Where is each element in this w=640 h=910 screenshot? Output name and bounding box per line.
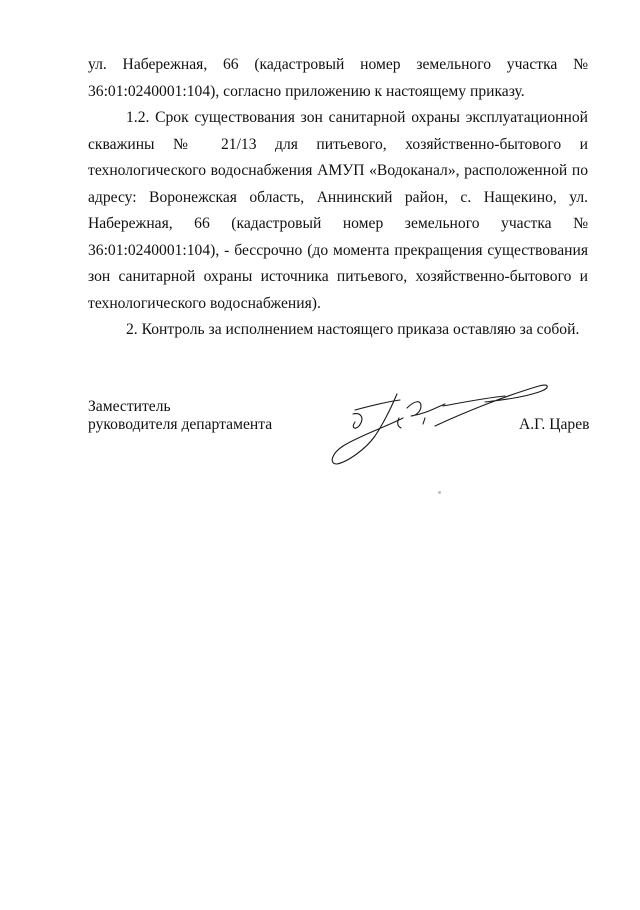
paragraph-address-continuation: ул. Набережная, 66 (кадастровый номер земельного участка № 36:01:0240001:104), согласно приложению к настоящему приказу.	[88, 56, 588, 100]
signatory-title-line2: руководителя департамента	[88, 416, 273, 433]
paragraph-2-control: 2. Контроль за исполнением настоящего приказа оставляю за собой.	[126, 321, 580, 338]
paragraph-1-2-term: 1.2. Срок существования зон санитарной охраны эксплуатационной скважины № 21/13 для питьевого, хозяйственно-бытового и технологического водоснабжения АМУП «Водоканал», расположенной по адресу: Воронежская область, Аннинский район, с. Нащекино, ул. Набережная, 66 (кадастровый номер земельного участка № 36:01:0240001:104), - бессрочно (до момента прекращения существования зон санитарной охраны источника питьевого, хозяйственно-бытового и технологического водоснабжения).	[88, 109, 588, 312]
scan-speck	[438, 491, 441, 494]
signatory-title-line1: Заместитель	[88, 398, 171, 415]
signatory-title	[88, 398, 272, 434]
document-body	[88, 52, 588, 344]
signatory-name: А.Г. Царев	[519, 416, 590, 433]
